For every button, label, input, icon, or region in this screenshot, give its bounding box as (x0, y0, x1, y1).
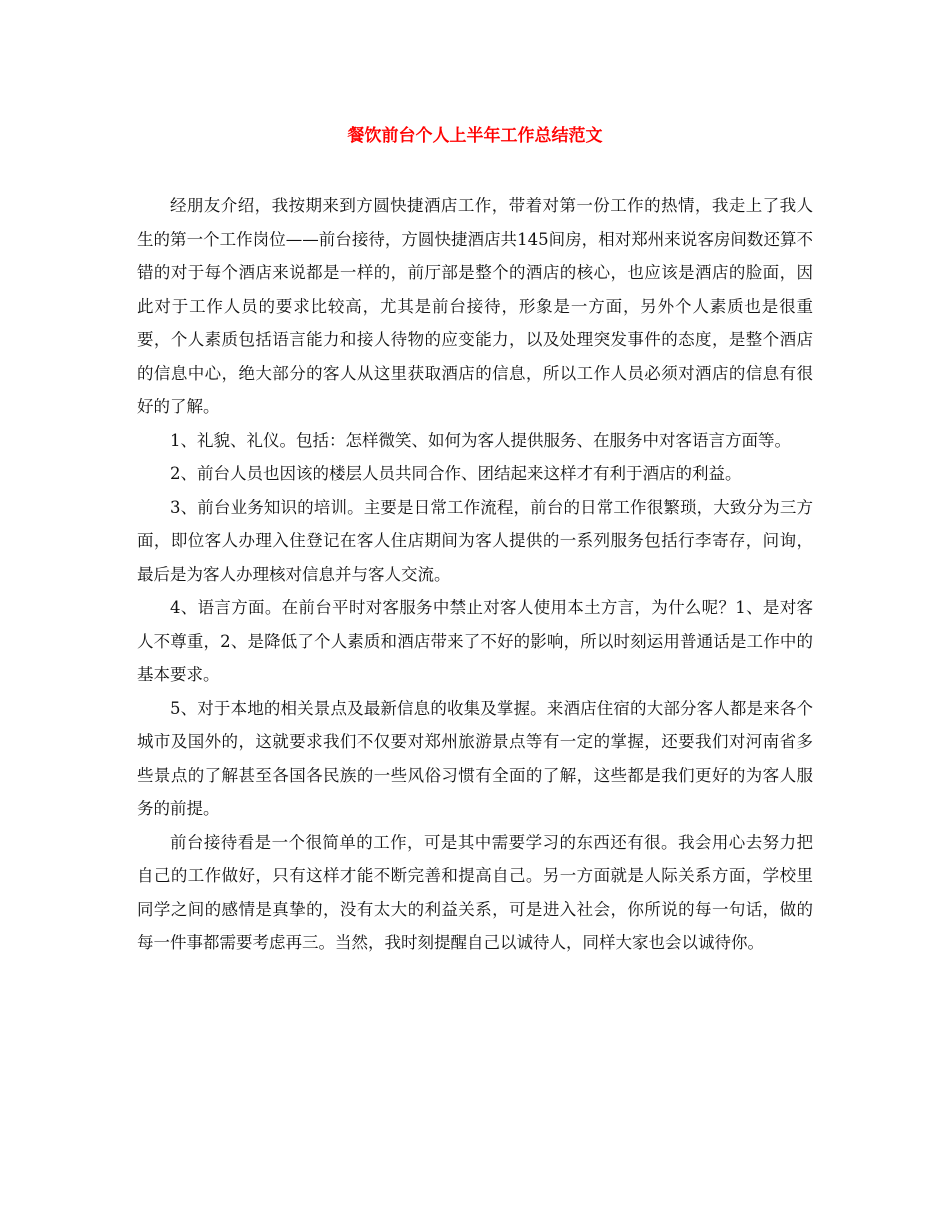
document-body (137, 189, 813, 960)
paragraph-conclusion: 前台接待看是一个很简单的工作，可是其中需要学习的东西还有很。我会用心去努力把自己的工作做好，只有这样才能不断完善和提高自己。另一方面就是人际关系方面，学校里同学之间的感情是真挚的，没有太大的利益关系，可是进入社会，你所说的每一句话，做的每一件事都需要考虑再三。当然，我时刻提醒自己以诚待人，同样大家也会以诚待你。 (137, 832, 813, 952)
paragraph-item-1: 1、礼貌、礼仪。包括：怎样微笑、如何为客人提供服务、在服务中对客语言方面等。 (170, 430, 791, 450)
paragraph-item-3: 3、前台业务知识的培训。主要是日常工作流程，前台的日常工作很繁琐，大致分为三方面，即位客人办理入住登记在客人住店期间为客人提供的一系列服务包括行李寄存，问询，最后是为客人办理核对信息并与客人交流。 (137, 497, 813, 584)
paragraph-item-5: 5、对于本地的相关景点及最新信息的收集及掌握。来酒店住宿的大部分客人都是来各个城市及国外的，这就要求我们不仅要对郑州旅游景点等有一定的掌握，还要我们对河南省多些景点的了解甚至各国各民族的一些风俗习惯有全面的了解，这些都是我们更好的为客人服务的前提。 (137, 698, 813, 818)
paragraph-item-4: 4、语言方面。在前台平时对客服务中禁止对客人使用本土方言，为什么呢？1、是对客人不尊重，2、是降低了个人素质和酒店带来了不好的影响，所以时刻运用普通话是工作中的基本要求。 (137, 598, 813, 684)
document-title: 餐饮前台个人上半年工作总结范文 (347, 126, 603, 146)
paragraph-item-2: 2、前台人员也因该的楼层人员共同合作、团结起来这样才有利于酒店的利益。 (170, 464, 742, 483)
paragraph-intro: 经朋友介绍，我按期来到方圆快捷酒店工作，带着对第一份工作的热情，我走上了我人生的第一个工作岗位——前台接待，方圆快捷酒店共145间房，相对郑州来说客房间数还算不错的对于每个酒店来说都是一样的，前厅部是整个的酒店的核心，也应该是酒店的脸面，因此对于工作人员的要求比较高，尤其是前台接待，形象是一方面，另外个人素质也是很重要，个人素质包括语言能力和接人待物的应变能力，以及处理突发事件的态度，是整个酒店的信息中心，绝大部分的客人从这里获取酒店的信息，所以工作人员必须对酒店的信息有很好的了解。 (137, 196, 813, 416)
